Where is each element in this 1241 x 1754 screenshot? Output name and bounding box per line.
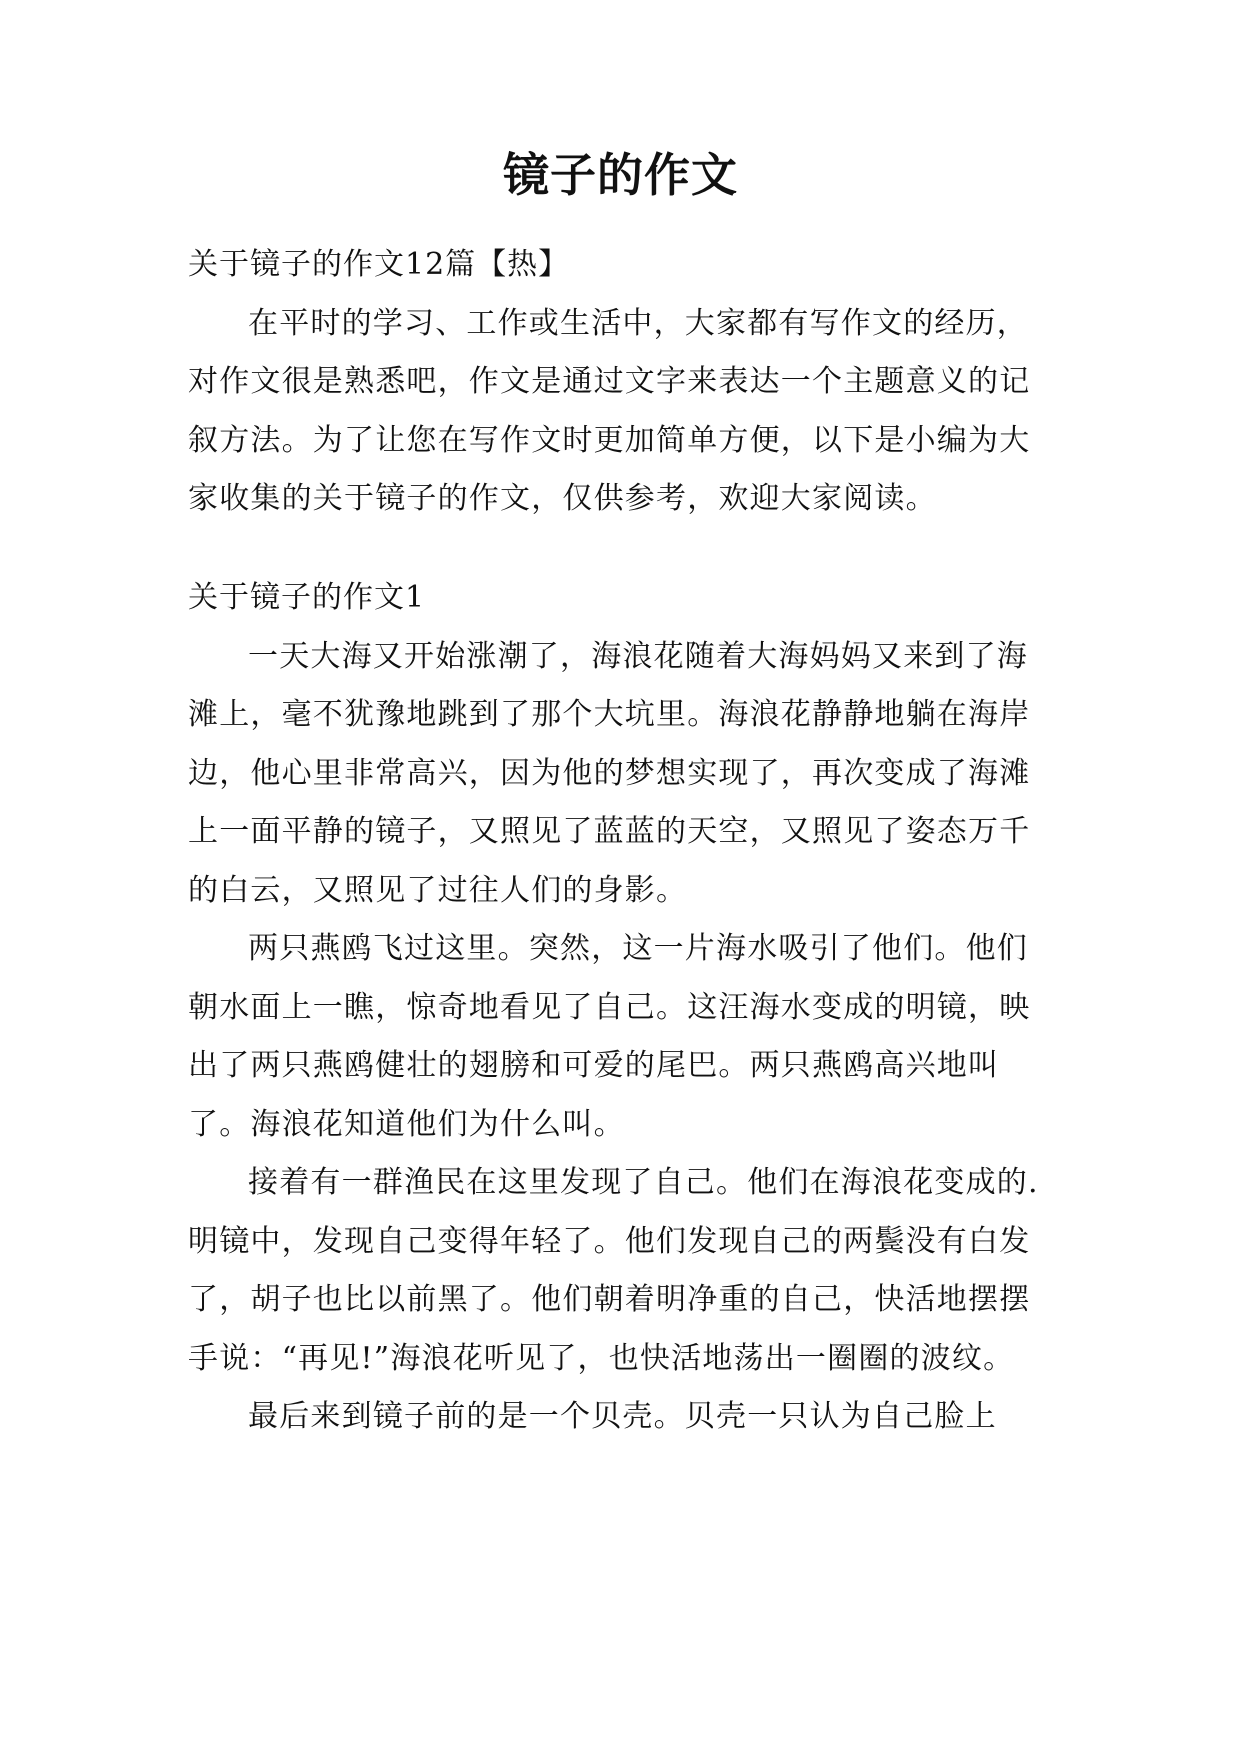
essay-1-section: [188, 569, 1058, 1447]
essay-1-paragraph-4: 最后来到镜子前的是一个贝壳。贝壳一只认为自己脸上: [248, 1399, 997, 1434]
intro-section: [188, 236, 1058, 529]
intro-heading: 关于镜子的作文12篇【热】: [188, 247, 570, 282]
essay-1-paragraph-3: 接着有一群渔民在这里发现了自己。他们在海浪花变成的.明镜中，发现自己变得年轻了。他们发现自己的两鬓没有白发了，胡子也比以前黑了。他们朝着明净重的自己，快活地摆摆手说：“再见!”海浪花听见了，也快活地荡出一圈圈的波纹。: [188, 1165, 1039, 1376]
essay-1-paragraph-1: 一天大海又开始涨潮了，海浪花随着大海妈妈又来到了海滩上，毫不犹豫地跳到了那个大坑里。海浪花静静地躺在海岸边，他心里非常高兴，因为他的梦想实现了，再次变成了海滩上一面平静的镜子，又照见了蓝蓝的天空，又照见了姿态万千的白云，又照见了过往人们的身影。: [188, 638, 1031, 908]
essay-1-heading: 关于镜子的作文1: [188, 580, 426, 615]
essay-1-paragraph-2: 两只燕鸥飞过这里。突然，这一片海水吸引了他们。他们朝水面上一瞧，惊奇地看见了自己。这汪海水变成的明镜，映出了两只燕鸥健壮的翅膀和可爱的尾巴。两只燕鸥高兴地叫了。海浪花知道他们为什么叫。: [188, 931, 1031, 1142]
intro-paragraph: 在平时的学习、工作或生活中，大家都有写作文的经历，对作文很是熟悉吧，作文是通过文字来表达一个主题意义的记叙方法。为了让您在写作文时更加简单方便，以下是小编为大家收集的关于镜子的作文，仅供参考，欢迎大家阅读。: [188, 305, 1031, 516]
document-title: 镜子的作文: [503, 148, 738, 202]
